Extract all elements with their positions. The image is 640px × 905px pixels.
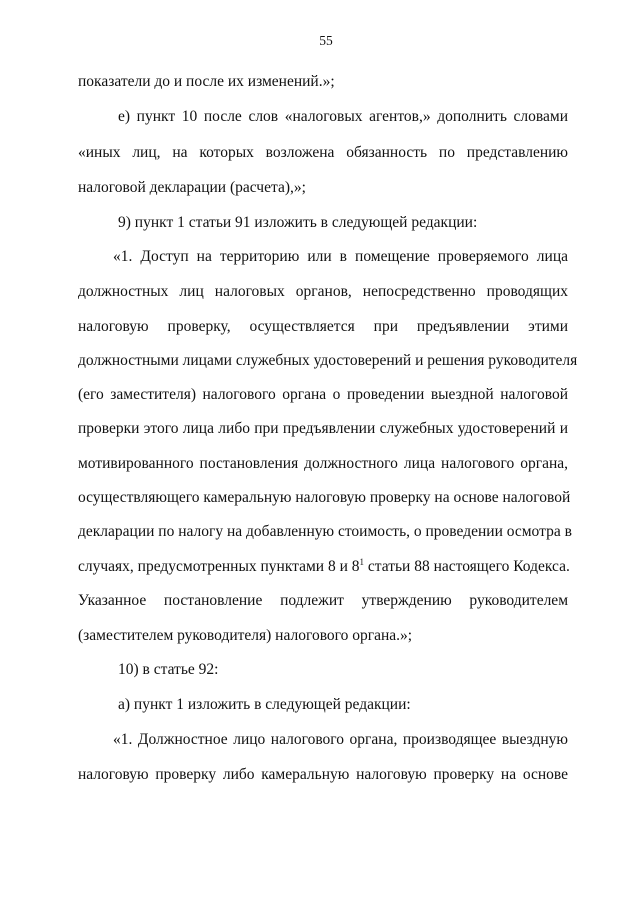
text-line: налоговой декларации (расчета),»; bbox=[78, 179, 306, 196]
text-line: 10) в статье 92: bbox=[118, 661, 219, 678]
text-line: е) пункт 10 после слов «налоговых агентов,» дополнить словами bbox=[118, 108, 568, 125]
text-line: декларации по налогу на добавленную стоимость, о проведении осмотра в bbox=[78, 523, 572, 540]
page-number: 55 bbox=[319, 33, 333, 48]
text-line: должностными лицами служебных удостоверений и решения руководителя bbox=[78, 352, 578, 369]
text-line: проверки этого лица либо при предъявлении служебных удостоверений и bbox=[78, 420, 568, 437]
text-line: показатели до и после их изменений.»; bbox=[78, 73, 335, 90]
text-line: налоговую проверку либо камеральную налоговую проверку на основе bbox=[78, 766, 568, 783]
text-line: (заместителем руководителя) налогового органа.»; bbox=[78, 627, 413, 644]
text-segment: случаях, предусмотренных пунктами 8 и 8 bbox=[78, 558, 360, 575]
text-line: (его заместителя) налогового органа о проведении выездной налоговой bbox=[78, 386, 568, 403]
text-line: мотивированного постановления должностного лица налогового органа, bbox=[78, 455, 568, 472]
superscript: 1 bbox=[359, 556, 365, 567]
text-segment: статьи 88 настоящего Кодекса. bbox=[364, 558, 570, 575]
text-line: «1. Должностное лицо налогового органа, производящее выездную bbox=[113, 731, 568, 748]
text-line: «1. Доступ на территорию или в помещение проверяемого лица bbox=[113, 248, 568, 265]
text-line: а) пункт 1 изложить в следующей редакции: bbox=[118, 696, 411, 713]
text-line-with-superscript bbox=[78, 558, 568, 576]
text-line: «иных лиц, на которых возложена обязанность по представлению bbox=[78, 144, 568, 161]
text-line: налоговую проверку, осуществляется при предъявлении этими bbox=[78, 318, 568, 335]
text-line: 9) пункт 1 статьи 91 изложить в следующей редакции: bbox=[118, 214, 478, 231]
text-line: Указанное постановление подлежит утверждению руководителем bbox=[78, 592, 568, 609]
text-line: должностных лиц налоговых органов, непосредственно проводящих bbox=[78, 283, 568, 300]
text-line: осуществляющего камеральную налоговую проверку на основе налоговой bbox=[78, 489, 571, 506]
